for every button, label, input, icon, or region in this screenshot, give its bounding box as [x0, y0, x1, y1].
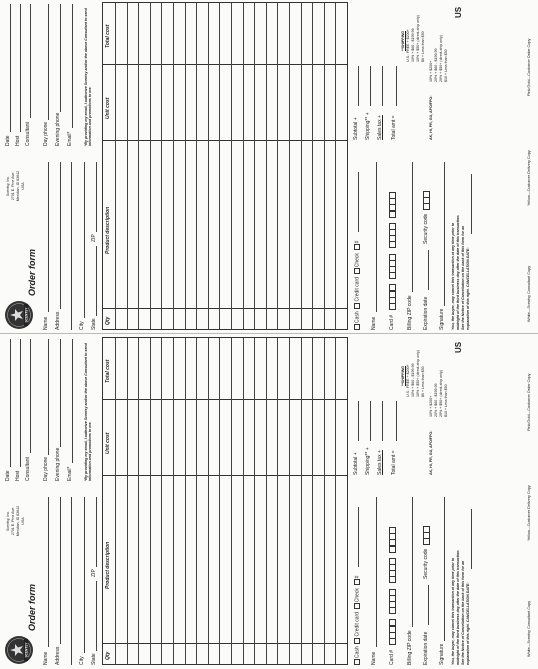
cancellation-date-field[interactable]	[471, 174, 472, 234]
table-row[interactable]	[335, 338, 336, 664]
date-label: Date	[5, 470, 11, 481]
card-digit-box[interactable]	[389, 266, 396, 273]
card-digit-box[interactable]	[389, 601, 396, 608]
shipping-intl-4: $10 + Less than $50	[444, 49, 448, 82]
day-phone-field[interactable]	[48, 4, 49, 120]
day-phone-field[interactable]	[48, 339, 49, 455]
table-row[interactable]	[324, 3, 325, 329]
email-field[interactable]	[72, 339, 73, 463]
security-digit-box[interactable]	[423, 532, 430, 539]
table-row[interactable]	[208, 338, 209, 664]
subtotal-label: Subtotal +	[353, 452, 359, 475]
expiration-label: Expiration date	[423, 631, 429, 665]
order-form-bottom	[0, 335, 538, 669]
cancellation-line-3: See the Notice of Cancellation on the back of this form for an	[461, 560, 465, 665]
credit-card-label: Credit card	[354, 277, 361, 302]
table-row[interactable]	[312, 3, 313, 329]
card-digit-box[interactable]	[389, 204, 396, 211]
table-row[interactable]	[150, 338, 151, 664]
shipping-us-3: 10% + $50+ (direct-ship only)	[416, 350, 420, 397]
card-digit-box[interactable]	[389, 607, 396, 614]
company-country: USA	[21, 517, 25, 525]
evening-phone-field[interactable]	[60, 339, 61, 447]
zip-field[interactable]	[96, 162, 97, 232]
cash-label: Cash	[354, 311, 361, 323]
check-label: Check	[354, 588, 361, 603]
table-row[interactable]	[335, 3, 336, 329]
total-label: Total amt =	[391, 115, 397, 140]
evening-phone-label: Evening phone	[55, 112, 61, 146]
card-digit-box[interactable]	[389, 539, 396, 546]
card-digit-box[interactable]	[389, 235, 396, 242]
table-row[interactable]	[254, 3, 255, 329]
security-digit-box[interactable]	[423, 197, 430, 204]
scentsy-logo-icon	[4, 635, 34, 665]
email-label: Email*	[67, 131, 73, 146]
company-name: Scentsy, Inc.	[6, 510, 10, 532]
state-field[interactable]	[96, 246, 97, 316]
address-label: Address	[55, 646, 61, 665]
day-phone-label: Day phone	[43, 456, 49, 481]
shipping-us-1: U.S.: FREE + $200+	[406, 364, 410, 397]
shipping-intl-2: 20% + $60 - $199.99	[434, 383, 438, 417]
order-items-table	[102, 337, 348, 665]
region-label: US	[454, 341, 463, 353]
shipping-intl-2: 20% + $60 - $199.99	[434, 48, 438, 82]
security-code-label: Security code	[423, 213, 429, 244]
card-number-label: Card #	[389, 314, 395, 330]
signature-field[interactable]	[444, 162, 445, 306]
cancellation-line-3: See the Notice of Cancellation on the back of this form for an	[461, 225, 465, 330]
shipping-us-1: U.S.: FREE + $200+	[406, 29, 410, 62]
card-digit-box[interactable]	[389, 297, 396, 304]
card-digit-box[interactable]	[389, 632, 396, 639]
card-digit-box[interactable]	[389, 558, 396, 565]
card-digit-box[interactable]	[389, 527, 396, 534]
sales-tax-field[interactable]	[382, 66, 383, 106]
page-divider	[0, 333, 538, 334]
name-label: Name	[43, 651, 49, 665]
table-row[interactable]	[289, 338, 290, 664]
table-row[interactable]	[243, 3, 244, 329]
host-label: Host	[15, 135, 21, 146]
table-row[interactable]	[219, 338, 220, 664]
company-street: 2701 E. Pine Ave.	[11, 171, 15, 201]
address-line-2[interactable]	[71, 162, 72, 330]
consultant-label: Consultant	[25, 122, 31, 146]
shipping-us-3: 10% + $50+ (direct-ship only)	[416, 15, 420, 62]
product-header: Product description	[105, 541, 111, 589]
table-row[interactable]	[277, 338, 278, 664]
scentsy-logo-icon	[4, 300, 34, 330]
table-row[interactable]	[301, 338, 302, 664]
footer-white-copy: White—Scentsy Consultant Copy	[527, 265, 531, 322]
credit-card-checkbox[interactable]	[354, 638, 360, 644]
table-row[interactable]	[243, 338, 244, 664]
table-row[interactable]	[138, 338, 139, 664]
check-checkbox[interactable]	[354, 603, 360, 609]
card-digit-box[interactable]	[389, 241, 396, 248]
cash-checkbox[interactable]	[354, 659, 360, 665]
product-header: Product description	[105, 206, 111, 254]
card-name-label: Name	[371, 316, 377, 330]
card-digit-box[interactable]	[389, 192, 396, 199]
sales-tax-label: Sales tax +	[377, 115, 383, 140]
order-items-table	[102, 2, 348, 330]
card-digit-box[interactable]	[389, 576, 396, 583]
shipping-intl-4: $10 + Less than $50	[444, 384, 448, 417]
shipping-title: **SHIPPING	[401, 31, 405, 51]
card-digit-box[interactable]	[389, 589, 396, 596]
unit-cost-header: Unit cost	[105, 432, 111, 454]
card-digit-box[interactable]	[389, 211, 396, 218]
city-label: City	[79, 321, 85, 330]
table-row[interactable]	[301, 3, 302, 329]
cancellation-line-2: midnight of the third business day after the date of this transaction.	[456, 549, 460, 665]
check-number-label: #	[354, 575, 361, 579]
card-digit-box[interactable]	[389, 229, 396, 236]
name-field[interactable]	[48, 497, 49, 647]
total-field[interactable]	[396, 401, 397, 441]
payment-methods	[354, 241, 360, 330]
card-digit-box[interactable]	[389, 260, 396, 267]
zip-label: ZIP	[91, 234, 97, 242]
cancellation-line-1: You, the buyer, may cancel this transaction at any time prior to	[451, 222, 455, 330]
card-digit-box[interactable]	[389, 619, 396, 626]
table-row[interactable]	[173, 3, 174, 329]
card-digit-box[interactable]	[389, 533, 396, 540]
state-field[interactable]	[96, 581, 97, 651]
company-name: Scentsy, Inc.	[6, 175, 10, 197]
table-row[interactable]	[185, 338, 186, 664]
zip-field[interactable]	[96, 497, 97, 567]
check-number-field[interactable]	[358, 172, 359, 232]
evening-phone-field[interactable]	[60, 4, 61, 112]
table-row[interactable]	[127, 338, 128, 664]
table-row[interactable]	[231, 3, 232, 329]
logo-text: SCENTSY	[24, 642, 29, 658]
state-label: State	[91, 318, 97, 330]
table-row[interactable]	[150, 3, 151, 329]
table-row[interactable]	[208, 3, 209, 329]
check-label: Check	[354, 253, 361, 268]
consultant-label: Consultant	[25, 457, 31, 481]
footer-pink-copy: Pink/Gold—Customer Order Copy	[527, 38, 531, 96]
cash-label: Cash	[354, 646, 361, 658]
shipping-intl-label: AK, HI, PR, GU, APO/FPO:	[429, 95, 433, 140]
shipping-field[interactable]	[370, 66, 371, 106]
check-number-box[interactable]	[354, 579, 360, 585]
cancellation-line-2: midnight of the third business day after the date of this transaction.	[456, 214, 460, 330]
shipping-us-4: $6 + Less than $50	[421, 366, 425, 397]
total-label: Total amt =	[391, 450, 397, 475]
card-digit-box[interactable]	[389, 638, 396, 645]
total-field[interactable]	[396, 66, 397, 106]
order-form	[0, 0, 538, 334]
check-checkbox[interactable]	[354, 268, 360, 274]
billing-zip-field[interactable]	[412, 497, 413, 627]
expiration-field[interactable]	[428, 585, 429, 625]
cancellation-date-field[interactable]	[471, 509, 472, 569]
footer-yellow-copy: Yellow—Customer Delivery Copy	[527, 485, 531, 541]
security-digit-box[interactable]	[423, 526, 430, 533]
table-row[interactable]	[127, 3, 128, 329]
table-row[interactable]	[196, 338, 197, 664]
signature-label: Signature	[439, 308, 445, 330]
table-row[interactable]	[115, 3, 116, 329]
subtotal-field[interactable]	[358, 66, 359, 106]
footer-pink-copy: Pink/Gold—Customer Order Copy	[527, 373, 531, 431]
table-row[interactable]	[161, 338, 162, 664]
consultant-field[interactable]	[30, 339, 31, 453]
credit-card-label: Credit card	[354, 612, 361, 637]
shipping-us-4: $6 + Less than $50	[421, 31, 425, 62]
table-row[interactable]	[173, 338, 174, 664]
email-consent-note: *By providing my email, I authorize Scentsy and/or the above Consultant to send information and promotions to me.	[84, 8, 93, 146]
signature-field[interactable]	[444, 497, 445, 641]
table-row[interactable]	[185, 3, 186, 329]
subtotal-label: Subtotal +	[353, 117, 359, 140]
company-city: Meridian, ID 83642	[16, 170, 20, 202]
date-field[interactable]	[10, 4, 11, 132]
check-number-field[interactable]	[358, 507, 359, 567]
table-row[interactable]	[266, 338, 267, 664]
card-digit-box[interactable]	[389, 198, 396, 205]
total-cost-header: Total cost	[105, 24, 111, 48]
table-row[interactable]	[312, 338, 313, 664]
shipping-field[interactable]	[370, 401, 371, 441]
table-row[interactable]	[138, 3, 139, 329]
evening-phone-label: Evening phone	[55, 447, 61, 481]
security-digit-box[interactable]	[423, 191, 430, 198]
cancellation-line-1: You, the buyer, may cancel this transaction at any time prior to	[451, 557, 455, 665]
check-number-label: #	[354, 240, 361, 244]
credit-card-checkbox[interactable]	[354, 303, 360, 309]
card-digit-box[interactable]	[389, 546, 396, 553]
signature-label: Signature	[439, 643, 445, 665]
card-digit-box[interactable]	[389, 564, 396, 571]
security-code-label: Security code	[423, 548, 429, 579]
security-digit-box[interactable]	[423, 203, 430, 210]
card-digit-box[interactable]	[389, 626, 396, 633]
shipping-title: **SHIPPING	[401, 366, 405, 386]
name-field[interactable]	[48, 162, 49, 312]
company-street: 2701 E. Pine Ave.	[11, 506, 15, 536]
billing-zip-field[interactable]	[412, 162, 413, 292]
city-field[interactable]	[84, 162, 85, 318]
table-row[interactable]	[161, 3, 162, 329]
address-line-2[interactable]	[71, 497, 72, 665]
card-name-label: Name	[371, 651, 377, 665]
shipping-us-2: 10% + $60 - $199.99	[411, 28, 415, 62]
table-row[interactable]	[219, 3, 220, 329]
table-row[interactable]	[254, 338, 255, 664]
shipping-label: Shipping** +	[365, 112, 371, 140]
cancellation-line-4: explanation of this right. CANCELLATION DATE:	[466, 582, 470, 665]
shipping-intl-3: 20% + $50+ (direct-ship only)	[439, 370, 443, 417]
card-number-label: Card #	[389, 649, 395, 665]
logo-text: SCENTSY	[24, 307, 29, 323]
total-cost-header: Total cost	[105, 359, 111, 383]
host-field[interactable]	[20, 339, 21, 467]
sales-tax-label: Sales tax +	[377, 450, 383, 475]
card-digit-box[interactable]	[389, 223, 396, 230]
company-country: USA	[21, 182, 25, 190]
shipping-intl-label: AK, HI, PR, GU, APO/FPO:	[429, 430, 433, 475]
date-label: Date	[5, 135, 11, 146]
address-field[interactable]	[60, 162, 61, 309]
card-digit-box[interactable]	[389, 570, 396, 577]
card-name-field[interactable]	[376, 497, 377, 647]
footer-yellow-copy: Yellow—Customer Delivery Copy	[527, 150, 531, 206]
unit-cost-header: Unit cost	[105, 97, 111, 119]
billing-zip-label: Billing ZIP code	[407, 295, 413, 330]
billing-zip-label: Billing ZIP code	[407, 630, 413, 665]
card-digit-box[interactable]	[389, 272, 396, 279]
form-title: Order form	[27, 248, 37, 296]
zip-label: ZIP	[91, 569, 97, 577]
day-phone-label: Day phone	[43, 121, 49, 146]
address-field[interactable]	[60, 497, 61, 644]
card-digit-box[interactable]	[389, 291, 396, 298]
cash-checkbox[interactable]	[354, 324, 360, 330]
table-row[interactable]	[115, 338, 116, 664]
card-name-field[interactable]	[376, 162, 377, 312]
expiration-label: Expiration date	[423, 296, 429, 330]
table-row[interactable]	[289, 3, 290, 329]
qty-header: Qty	[105, 651, 111, 660]
email-label: Email*	[67, 466, 73, 481]
city-label: City	[79, 656, 85, 665]
qty-header: Qty	[105, 316, 111, 325]
shipping-us-2: 10% + $60 - $199.99	[411, 363, 415, 397]
table-row[interactable]	[196, 3, 197, 329]
email-field[interactable]	[72, 4, 73, 128]
shipping-intl-1: 10% + $200+	[429, 60, 433, 82]
host-label: Host	[15, 470, 21, 481]
order-form	[0, 335, 538, 669]
sales-tax-field[interactable]	[382, 401, 383, 441]
company-city: Meridian, ID 83642	[16, 505, 20, 537]
subtotal-field[interactable]	[358, 401, 359, 441]
shipping-intl-3: 20% + $50+ (direct-ship only)	[439, 35, 443, 82]
security-digit-box[interactable]	[423, 538, 430, 545]
card-digit-box[interactable]	[389, 284, 396, 291]
check-number-box[interactable]	[354, 244, 360, 250]
address-label: Address	[55, 311, 61, 330]
table-row[interactable]	[277, 3, 278, 329]
payment-methods	[354, 576, 360, 665]
city-field[interactable]	[84, 497, 85, 653]
table-row[interactable]	[324, 338, 325, 664]
table-row[interactable]	[266, 3, 267, 329]
shipping-intl-1: 10% + $200+	[429, 395, 433, 417]
card-digit-box[interactable]	[389, 303, 396, 310]
order-form-top	[0, 0, 538, 334]
region-label: US	[454, 6, 463, 18]
form-title: Order form	[27, 583, 37, 631]
footer-white-copy: White—Scentsy Consultant Copy	[527, 600, 531, 657]
email-consent-note: *By providing my email, I authorize Scentsy and/or the above Consultant to send information and promotions to me.	[84, 343, 93, 481]
consultant-field[interactable]	[30, 4, 31, 118]
table-row[interactable]	[231, 338, 232, 664]
name-label: Name	[43, 316, 49, 330]
host-field[interactable]	[20, 4, 21, 132]
shipping-label: Shipping** +	[365, 447, 371, 475]
date-field[interactable]	[10, 339, 11, 467]
state-label: State	[91, 653, 97, 665]
cancellation-line-4: explanation of this right. CANCELLATION DATE:	[466, 247, 470, 330]
card-digit-box[interactable]	[389, 595, 396, 602]
card-digit-box[interactable]	[389, 254, 396, 261]
expiration-field[interactable]	[428, 250, 429, 290]
